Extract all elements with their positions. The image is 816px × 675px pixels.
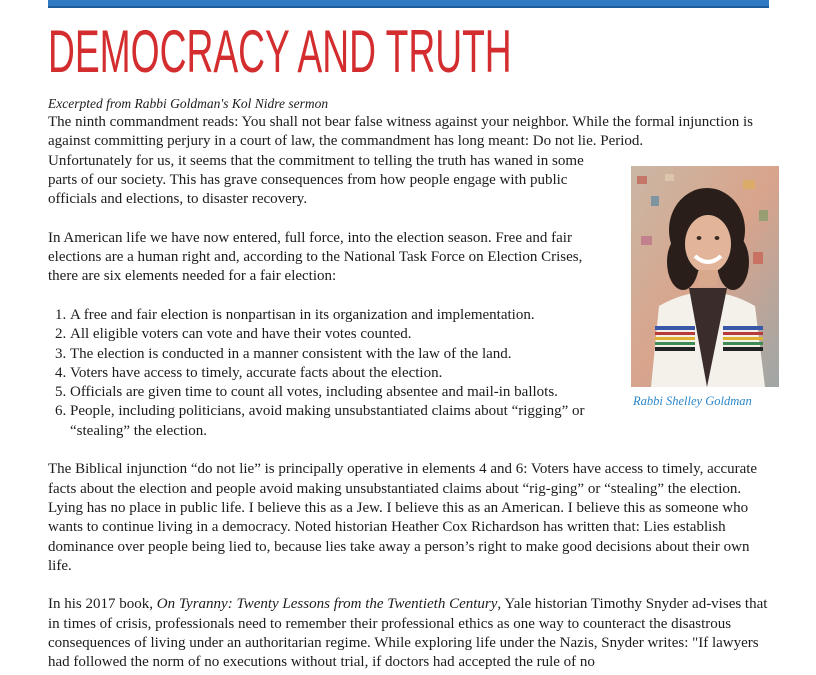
list-item: 5. Officials are given time to count all votes, including absentee and mail-in ballots. — [70, 383, 630, 402]
paragraph-3: The Biblical injunction “do not lie” is principally operative in elements 4 and 6: Voters have access to timely, accurate facts about the election and people avoid making unsubstantiated claims about “rig-ging” or “stealing” the election. Lying has no place in public life. I believe this as a Jew. I believe this as an American. I believe this as someone who wants to continue living in a democracy. Noted historian Heather Cox Richardson has written that: Lies establish dominance over people being lied to, because lies take away a person’s right to make good decisions about their own life. — [48, 461, 758, 574]
list-item: 3. The election is conducted in a manner consistent with the law of the land. — [70, 345, 630, 364]
photo-caption: Rabbi Shelley Goldman — [633, 394, 752, 408]
paragraph-1-continued: Unfortunately for us, it seems that the commitment to telling the truth has waned in some parts of our society. This has grave consequences from how people engage with public officials and elections, to disaster recovery. — [48, 152, 584, 208]
paragraph-1-intro: The ninth commandment reads: You shall not bear false witness against your neighbor. While the formal injunction is against committing perjury in a court of law, the commandment has long meant: Do not lie. Period. — [48, 114, 754, 150]
fair-election-elements-list — [70, 306, 630, 441]
rabbi-photo — [631, 166, 779, 387]
paragraph-2: In American life we have now entered, full force, into the election season. Free and fair elections are a human right and, according to the National Task Force on Election Crises, there are six elements needed for a fair election: — [48, 229, 583, 285]
article-headline: DEMOCRACY AND TRUTH — [48, 18, 512, 85]
book-title: On Tyranny: Twenty Lessons from the Twentieth Century — [156, 596, 498, 613]
list-item: 2. All eligible voters can vote and have their votes counted. — [70, 325, 630, 344]
top-banner — [48, 0, 769, 8]
list-item: 1. A free and fair election is nonpartisan in its organization and implementation. — [70, 306, 630, 325]
byline: Excerpted from Rabbi Goldman's Kol Nidre sermon — [48, 96, 329, 111]
list-item: 6. People, including politicians, avoid making unsubstantiated claims about “rigging” or “stealing” the election. — [70, 402, 630, 441]
paragraph-4 — [48, 595, 770, 672]
paragraph-4-lead: In his 2017 book, — [48, 596, 157, 613]
portrait-image — [631, 166, 779, 387]
list-item: 4. Voters have access to timely, accurate facts about the election. — [70, 364, 630, 383]
paragraph-4-rest: , Yale historian Timothy Snyder ad-vises that in times of crisis, professionals need to remember their professional ethics as one way to counteract the disastrous consequences of living under an authoritarian regime. While exploring life under the Nazis, Snyder writes: "If lawyers had followed the norm of no executions without trial, if doctors had accepted the rule of no — [48, 596, 768, 671]
